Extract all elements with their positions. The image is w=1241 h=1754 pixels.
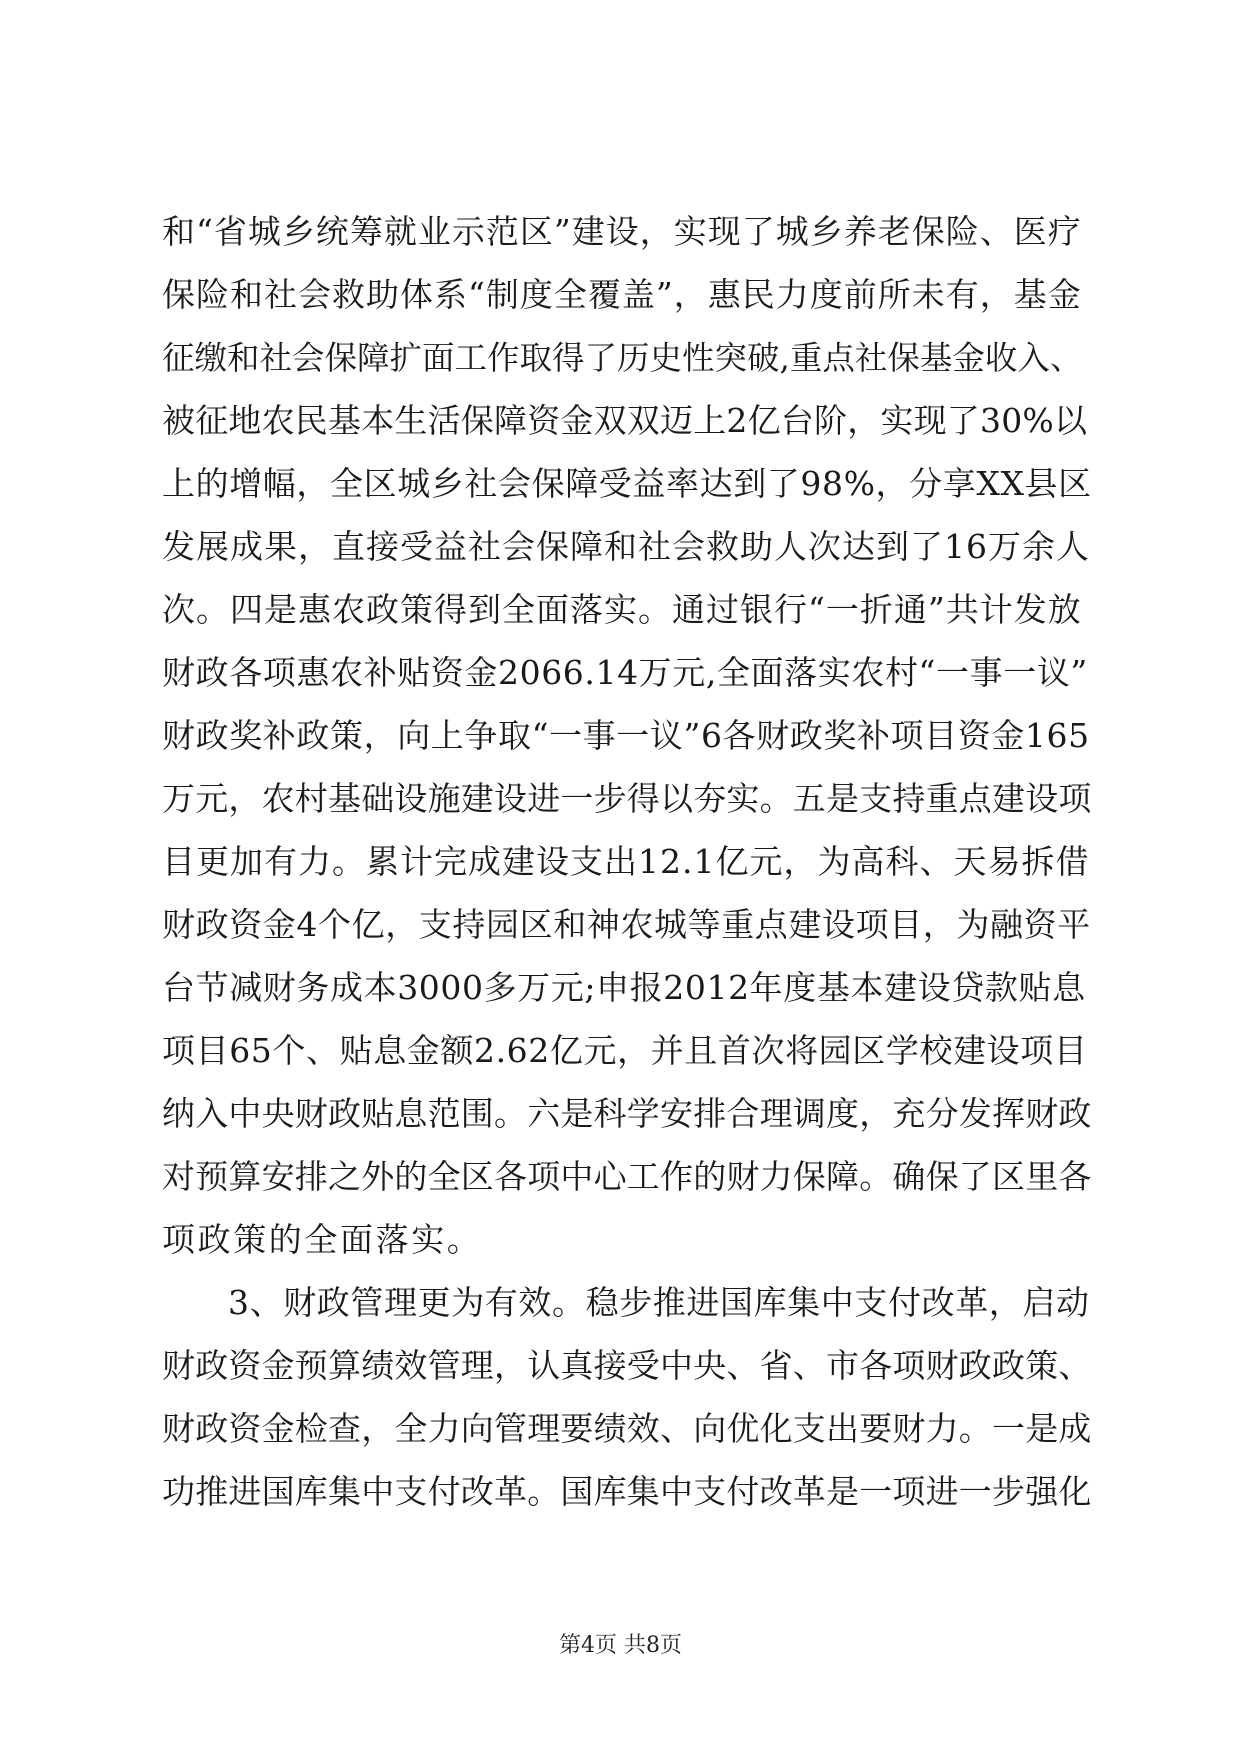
body-text-line: 财政资金预算绩效管理，认真接受中央、省、市各项财政政策、 xyxy=(162,1346,1092,1385)
body-text-line: 纳入中央财政贴息范围。六是科学安排合理调度，充分发挥财政 xyxy=(162,1094,1092,1133)
body-text-line: 项政策的全面落实。 xyxy=(162,1220,483,1259)
body-text-line: 和“省城乡统筹就业示范区”建设，实现了城乡养老保险、医疗 xyxy=(162,212,1082,251)
body-text-line: 项目65个、贴息金额2.62亿元，并且首次将园区学校建设项目 xyxy=(162,1031,1088,1070)
body-text-line: 目更加有力。累计完成建设支出12.1亿元，为高科、天易拆借 xyxy=(162,842,1090,881)
body-text-line: 被征地农民基本生活保障资金双双迈上2亿台阶，实现了30%以 xyxy=(162,401,1088,440)
paragraph-first-line: 3、财政管理更为有效。稳步推进国库集中支付改革，启动 xyxy=(228,1283,1090,1322)
page-number-footer: 第4页 共8页 xyxy=(559,1633,682,1658)
body-text-line: 次。四是惠农政策得到全面落实。通过银行“一折通”共计发放 xyxy=(162,590,1082,629)
body-text-line: 台节减财务成本3000多万元;申报2012年度基本建设贷款贴息 xyxy=(162,968,1086,1007)
body-text-line: 发展成果，直接受益社会保障和社会救助人次达到了16万余人 xyxy=(162,527,1090,566)
body-text-line: 财政资金检查，全力向管理要绩效、向优化支出要财力。一是成 xyxy=(162,1409,1092,1448)
body-text-line: 功推进国库集中支付改革。国库集中支付改革是一项进一步强化 xyxy=(162,1472,1092,1511)
body-text-line: 财政奖补政策，向上争取“一事一议”6各财政奖补项目资金165 xyxy=(162,716,1090,755)
body-text-line: 财政各项惠农补贴资金2066.14万元,全面落实农村“一事一议” xyxy=(162,653,1088,692)
body-text-line: 对预算安排之外的全区各项中心工作的财力保障。确保了区里各 xyxy=(162,1157,1092,1196)
body-text-line: 财政资金4个亿，支持园区和神农城等重点建设项目，为融资平 xyxy=(162,905,1091,944)
body-text-line: 保险和社会救助体系“制度全覆盖”，惠民力度前所未有，基金 xyxy=(162,275,1082,314)
body-text-line: 万元，农村基础设施建设进一步得以夯实。五是支持重点建设项 xyxy=(162,779,1092,818)
body-text-line: 上的增幅，全区城乡社会保障受益率达到了98%，分享XX县区 xyxy=(162,464,1092,503)
body-text-line: 征缴和社会保障扩面工作取得了历史性突破,重点社保基金收入、 xyxy=(162,339,1083,377)
